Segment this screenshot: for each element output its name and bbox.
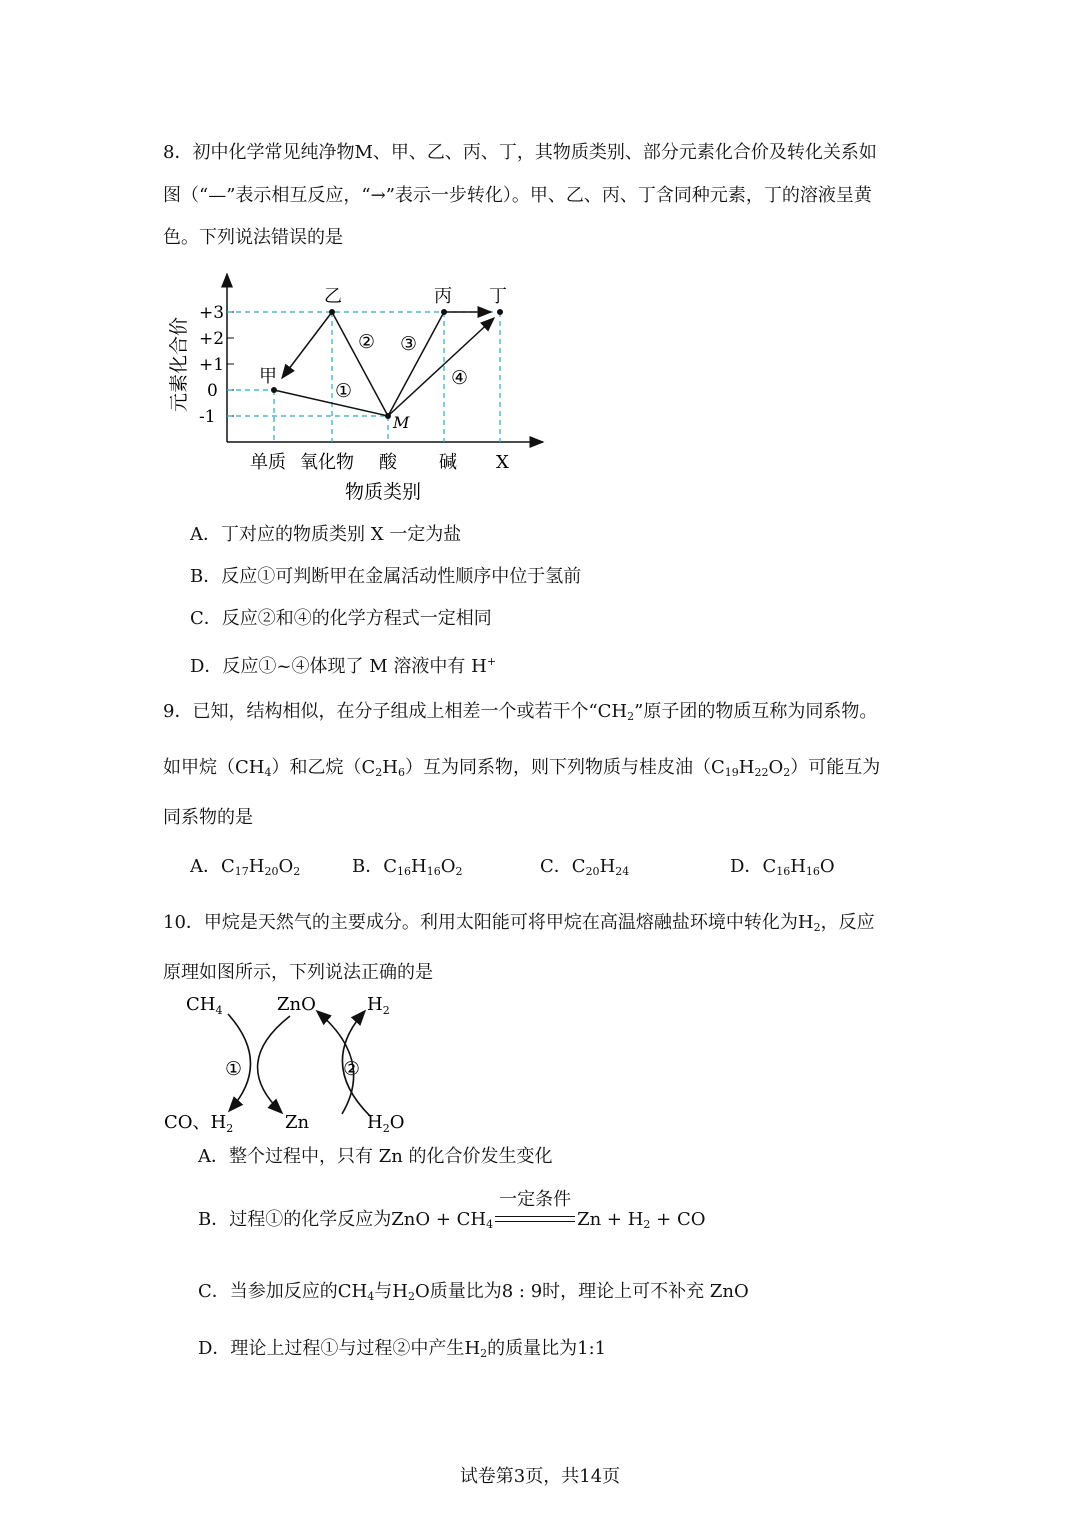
q10-cycle-diagram [160,988,420,1138]
ytick-minus1: -1 [199,407,216,427]
label-co-h2: CO、$H_2$ [164,1112,234,1135]
q8-valence-chart [155,262,575,512]
step-2-label: ② [343,1058,361,1080]
reaction-3-label: ③ [400,333,418,355]
label-yi: 乙 [324,286,342,307]
arrow-zno-to-zn [258,1016,290,1112]
label-h2o: $H_2O$ [367,1112,405,1135]
page-footer: 试卷第3页，共14页 [459,1466,621,1487]
q10-stem-line1: 10．甲烷是天然气的主要成分。利用太阳能可将甲烷在高温熔融盐环境中转化为$H_2$，反应 [163,912,875,934]
arrow-yi-to-jia [282,312,332,378]
ytick-zero: 0 [207,381,218,401]
q9-option-d: D．$C_{16}H_{16}O$ [730,856,835,878]
reaction-1-line [274,390,388,416]
ytick-plus1: +1 [199,355,225,375]
q8-option-b: B．反应①可判断甲在金属活动性顺序中位于氢前 [190,566,582,587]
q8-stem-line1: 8．初中化学常见纯净物M、甲、乙、丙、丁，其物质类别、部分元素化合价及转化关系如 [163,142,877,163]
point-jia [271,387,277,393]
label-h2: $H_2$ [367,994,390,1017]
point-ding [497,309,503,315]
label-m: M [393,413,410,432]
q10-option-b: B．过程①的化学反应为ZnO + $CH_4$ 一定条件 $Zn + H_2$ + CO [198,1189,706,1231]
xtick-oxide: 氧化物 [300,452,354,473]
q8-option-d: D．反应①~④体现了 M 溶液中有 H+ [190,655,497,677]
label-zno: ZnO [277,994,316,1015]
q9-option-b: B．$C_{16}H_{16}O_2$ [352,856,463,878]
point-m [385,413,391,419]
point-yi [329,309,335,315]
reaction-4-label: ④ [451,367,469,389]
xtick-x: X [496,452,509,473]
xtick-acid: 酸 [379,452,397,473]
q9-option-c: C．$C_{20}H_{24}$ [540,856,630,878]
q8-option-a: A．丁对应的物质类别 X 一定为盐 [190,524,462,545]
y-axis-title: 元素化合价 [168,316,190,412]
q10-option-a: A．整个过程中，只有 Zn 的化合价发生变化 [198,1146,553,1167]
xtick-base: 碱 [439,452,457,473]
label-zn: Zn [285,1112,310,1133]
ytick-plus2: +2 [199,329,225,349]
q10-option-c: C．当参加反应的$CH_4$与$H_2O$质量比为8 : 9时，理论上可不补充 ZnO [198,1281,749,1303]
q8-stem-line2: 图（“—”表示相互反应，“→”表示一步转化）。甲、乙、丙、丁含同种元素，丁的溶液呈黄 [163,185,872,206]
label-ding: 丁 [489,286,507,307]
reaction-condition: 一定条件 [499,1189,572,1210]
label-bing: 丙 [434,286,452,307]
q10-stem-line2: 原理如图所示，下列说法正确的是 [163,962,433,983]
ytick-plus3: +3 [199,303,225,323]
label-ch4: $CH_4$ [186,994,223,1017]
q9-stem-line3: 同系物的是 [163,807,253,828]
step-1-label: ① [225,1058,243,1080]
q9-option-a: A．$C_{17}H_{20}O_2$ [190,856,301,878]
label-jia: 甲 [259,366,277,387]
q8-stem-line3: 色。下列说法错误的是 [163,227,343,248]
reaction-3-line [388,312,444,416]
reaction-1-label: ① [335,380,353,402]
q8-option-c: C．反应②和④的化学方程式一定相同 [190,608,492,629]
q10-option-d: D．理论上过程①与过程②中产生$H_2$的质量比为1:1 [198,1338,607,1360]
reaction-2-label: ② [358,331,376,353]
equals-sign [495,1189,575,1229]
point-bing [441,309,447,315]
xtick-elemental: 单质 [250,452,286,473]
q9-stem-line1: 9．已知，结构相似，在分子组成上相差一个或若干个“$CH_2$”原子团的物质互称为同系物。 [163,701,878,723]
q9-stem-line2: 如甲烷$(CH_4)$和乙烷$(C_2H_6)$互为同系物，则下列物质与桂皮油$(C_{19}H_{22}O_2)$可能互为 [163,757,881,779]
x-axis-title: 物质类别 [345,481,422,503]
